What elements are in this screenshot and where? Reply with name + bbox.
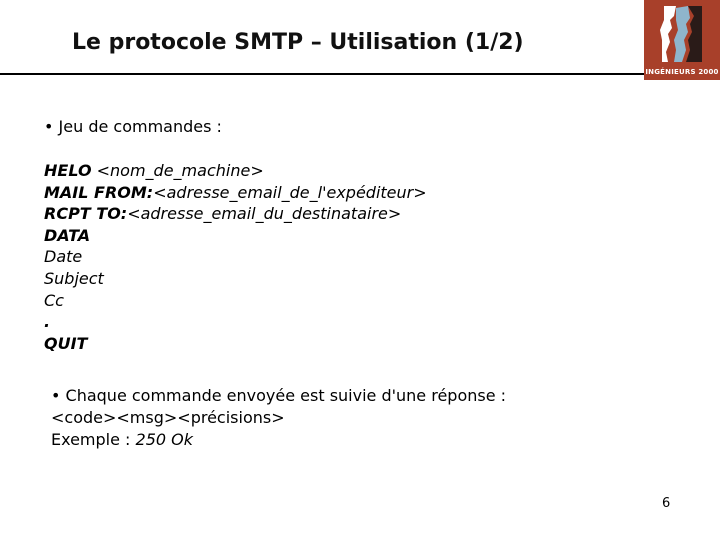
bullet: • <box>44 117 54 136</box>
logo-caption: INGÉNIEURS 2000 <box>645 68 719 76</box>
command-line: . <box>44 312 51 332</box>
note-line-2: <code><msg><précisions> <box>51 408 285 427</box>
intro-line <box>44 117 222 136</box>
command-line: Cc <box>44 290 64 310</box>
command-line: Date <box>44 247 83 267</box>
command-line: QUIT <box>44 333 88 353</box>
note-example: Exemple : 250 Ok <box>51 430 194 449</box>
command-line: HELO <nom_de_machine> <box>44 161 264 180</box>
smtp-command-list <box>44 160 427 354</box>
bullet: • <box>51 386 61 405</box>
note-line-1: • Chaque commande envoyée est suivie d'une réponse : <box>51 386 507 405</box>
slide-title: Le protocole SMTP – Utilisation (1/2) <box>72 30 524 55</box>
example-value: 250 Ok <box>135 430 194 449</box>
title-underline <box>0 73 646 75</box>
command-line: DATA <box>44 225 91 245</box>
intro-text: Jeu de commandes : <box>58 117 222 136</box>
command-line: MAIL FROM:<adresse_email_de_l'expéditeur> <box>44 182 427 202</box>
command-line: RCPT TO:<adresse_email_du_destinataire> <box>44 204 402 224</box>
page-number: 6 <box>662 496 671 511</box>
response-note <box>51 385 506 451</box>
command-line: Subject <box>44 268 104 288</box>
